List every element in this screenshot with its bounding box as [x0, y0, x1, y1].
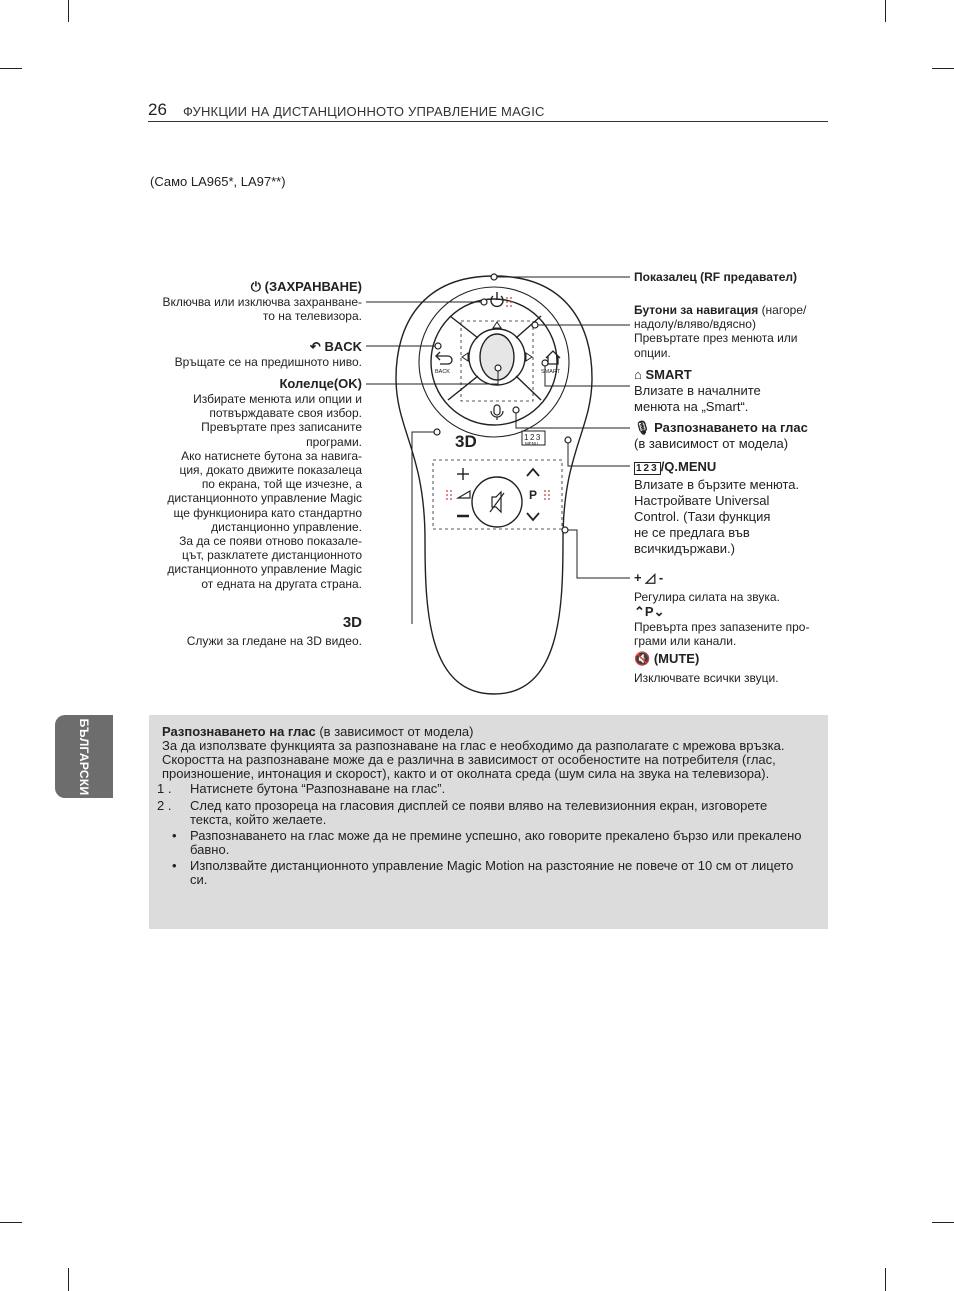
- smart-label: [634, 367, 834, 415]
- wheel-title: Колелце(OK): [279, 376, 362, 391]
- model-note: (Само LA965*, LA97**): [150, 174, 286, 189]
- qmenu-desc-line: не се предлага във: [634, 525, 750, 540]
- qmenu-title: /Q.MENU: [660, 459, 717, 474]
- qmenu-icon: 123: [636, 463, 659, 474]
- crop-mark: [932, 1222, 954, 1223]
- back-arrow-icon: [436, 352, 452, 364]
- mute-speaker-icon: [492, 492, 501, 512]
- wheel-desc-line: цът, разклатете дистанционното: [181, 548, 362, 563]
- nav-left-icon: [462, 353, 468, 361]
- volume-icon: [458, 491, 470, 498]
- wheel-desc-line: програми.: [306, 434, 362, 449]
- crop-mark: [885, 1268, 886, 1291]
- wheel-desc-line: дистанционно управление.: [211, 519, 362, 534]
- vol-minus: -: [658, 570, 664, 585]
- note-title: Разпознаването на глас (в зависимост от модела): [162, 724, 474, 739]
- qmenu-label: [634, 459, 834, 557]
- page-title: ФУНКЦИИ НА ДИСТАНЦИОННОТО УПРАВЛЕНИЕ MAGIC: [183, 104, 545, 119]
- remote-p-text: P: [529, 488, 538, 502]
- note-para: Скоростта на разпознаване може да е различна в зависимост от особеностите на потребителя (глас, произношение, интонация и скорост), както и от околната среда (шум сила на звука на телевизора).: [162, 752, 776, 781]
- wheel-desc-line: дистанционното управление Magic: [167, 562, 362, 577]
- qmenu-desc-line: Настройвате Universal: [634, 493, 770, 508]
- nav-desc-line: Превъртате през менюта или: [634, 331, 798, 346]
- lower-dashed-box: [433, 460, 562, 529]
- nav-title: Бутони за навигация: [634, 303, 759, 317]
- threed-title: 3D: [342, 614, 362, 631]
- remote-back-text: BACK: [435, 369, 450, 375]
- qmenu-desc-line: всичкидържави.): [634, 541, 735, 556]
- remote-3d-text: 3D: [455, 432, 477, 451]
- p-desc-line: грами или канали.: [634, 634, 737, 649]
- wheel-desc-line: по екрана, той ще изчезне, а: [201, 477, 362, 492]
- note-bullet: • Използвайте дистанционното управление Magic Motion на разстояние не повече от 10 см от лицето си.: [172, 858, 794, 887]
- note-step: 2 . След като прозореца на гласовия дисплей се появи вляво на телевизионния екран, изговорете текста, който желаете.: [157, 798, 768, 827]
- qmenu-desc-line: Control. (Тази функция: [634, 509, 771, 524]
- remote-smart-text: SMART: [541, 369, 561, 375]
- crop-mark: [0, 1222, 22, 1223]
- volume-desc: Регулира силата на звука.: [634, 590, 780, 604]
- volume-label: [634, 570, 834, 649]
- back-label: [132, 339, 362, 369]
- smart-title: SMART: [645, 367, 692, 382]
- remote-qmenu-digits: 123: [524, 433, 542, 442]
- wheel-desc-line: потвърждавате своя избор.: [209, 406, 362, 421]
- language-tab[interactable]: [55, 715, 113, 798]
- power-desc: то на телевизора.: [262, 309, 362, 324]
- wheel-desc-line: ще функционира като стандартно: [173, 505, 362, 520]
- language-tab-label: БЪЛГАРСКИ: [77, 718, 91, 795]
- note-bullet: • Разпознаването на глас може да не премине успешно, ако говорите прекалено бързо или прекалено бавно.: [172, 828, 802, 857]
- wheel-desc-line: ция, докато движите показалеца: [179, 463, 362, 478]
- wheel-desc-line: от едната на другата страна.: [201, 576, 362, 591]
- back-icon: ↶: [309, 339, 321, 354]
- p-desc-line: Превърта през запазените про-: [634, 620, 810, 635]
- power-title: ⏻ (ЗАХРАНВАНЕ): [250, 279, 362, 294]
- mute-title: (MUTE): [653, 651, 700, 666]
- p-title: P: [644, 604, 654, 620]
- wheel-label: [132, 376, 362, 591]
- crop-mark: [68, 1268, 69, 1291]
- wheel-desc-line: За да се появи отново показале-: [179, 534, 362, 549]
- ok-wheel: [480, 334, 514, 380]
- nav-paren: (нагоре/: [761, 303, 807, 317]
- mute-label: [634, 651, 834, 685]
- pointer-label: Показалец (RF предавател): [634, 270, 798, 284]
- voice-title: Разпознаването на глас: [654, 420, 808, 435]
- smart-desc-line: Влизате в началните: [634, 383, 761, 398]
- wheel-desc-line: Избирате менюта или опции и: [193, 392, 362, 406]
- chevron-down-icon: ⌄: [653, 604, 665, 620]
- note-para: За да използвате функцията за разпознаване на глас е необходимо да разполагате с мрежова връзка.: [162, 738, 785, 753]
- vol-plus: +: [634, 570, 642, 585]
- chevron-up-icon: ⌃: [634, 604, 645, 620]
- voice-mic-icon: [494, 405, 500, 415]
- remote-qmenu-text: MENU: [525, 441, 539, 446]
- nav-up-icon: [493, 322, 501, 328]
- wheel-desc-line: дистанционното управление Magic: [167, 491, 362, 506]
- voice-desc: (в зависимост от модела): [634, 436, 789, 451]
- note-step: 1 . Натиснете бутона “Разпознаване на глас”.: [157, 781, 446, 796]
- threed-desc: Служи за гледане на 3D видео.: [186, 634, 362, 648]
- smart-home-icon: ⌂: [634, 367, 642, 382]
- voice-label: [634, 420, 834, 452]
- nav-right-icon: [526, 353, 532, 361]
- mute-icon: 🔇: [634, 651, 651, 666]
- threed-label: [132, 614, 362, 648]
- microphone-icon: 🎙: [634, 420, 651, 435]
- nav-label: [634, 303, 834, 360]
- mute-desc: Изключвате всички звуци.: [634, 671, 779, 685]
- wheel-desc-line: Превъртате през записаните: [201, 420, 362, 435]
- smart-desc-line: менюта на „Smart“.: [634, 399, 749, 414]
- nav-desc-line: опции.: [634, 345, 671, 360]
- power-icon: ⏻: [250, 279, 262, 294]
- wheel-desc-line: Ако натиснете бутона за навига-: [181, 448, 362, 463]
- power-label: [132, 279, 362, 323]
- nav-desc-line: надолу/вляво/вдясно): [634, 317, 756, 332]
- page-number: 26: [148, 100, 167, 119]
- back-desc: Връщате се на предишното ниво.: [174, 355, 362, 369]
- volume-icon: ◿: [645, 570, 656, 585]
- qmenu-desc-line: Влизате в бързите менюта.: [634, 477, 800, 492]
- power-desc: Включва или изключва захранване-: [162, 295, 362, 309]
- voice-note-box: [149, 715, 828, 929]
- back-title: ↶ BACK: [309, 339, 362, 354]
